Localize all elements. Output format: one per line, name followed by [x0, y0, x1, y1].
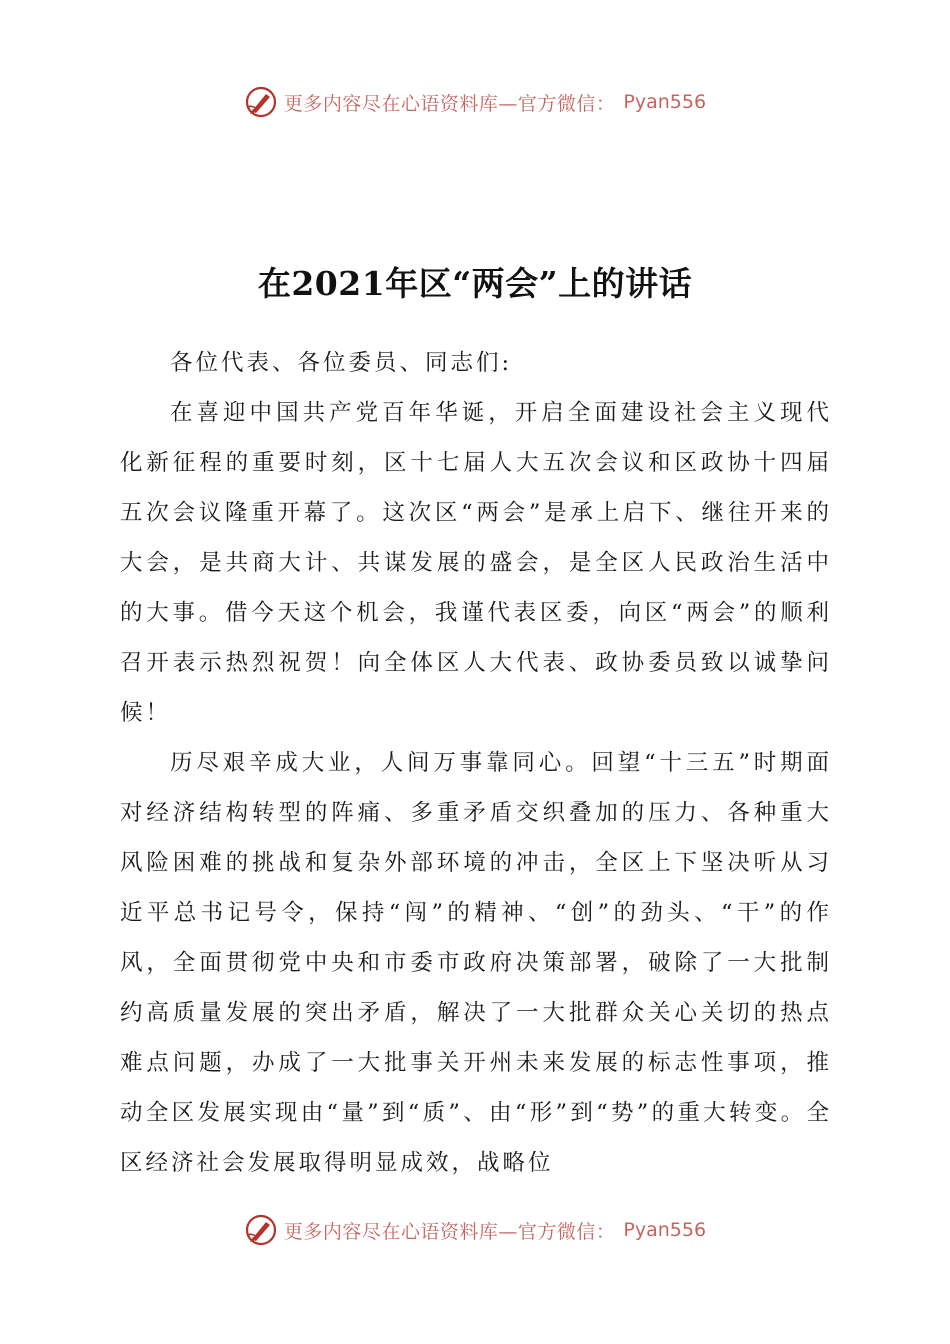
pen-circle-icon: [244, 1213, 278, 1247]
watermark-text: 更多内容尽在心语资料库—官方微信：: [283, 92, 616, 115]
watermark-text: 更多内容尽在心语资料库—官方微信：: [283, 1220, 616, 1243]
document-body: [120, 338, 832, 1188]
greeting-line: 各位代表、各位委员、同志们:: [170, 350, 513, 376]
paragraph: 历尽艰辛成大业，人间万事靠同心。回望“十三五”时期面对经济结构转型的阵痛、多重矛盾交织叠加的压力、各种重大风险困难的挑战和复杂外部环境的冲击，全区上下坚决听从习近平总书记号令，保持“闯”的精神、“创”的劲头、“干”的作风，全面贯彻党中央和市委市政府决策部署，破除了一大批制约高质量发展的突出矛盾，解决了一大批群众关心关切的热点难点问题，办成了一大批事关开州未来发展的标志性事项，推动全区发展实现由“量”到“质”、由“形”到“势”的重大转变。全区经济社会发展取得明显成效，战略位: [120, 750, 832, 1176]
watermark-wechat-id: Pyan556: [623, 1219, 707, 1241]
paragraph: 在喜迎中国共产党百年华诞，开启全面建设社会主义现代化新征程的重要时刻，区十七届人大五次会议和区政协十四届五次会议隆重开幕了。这次区“两会”是承上启下、继往开来的大会，是共商大计、共谋发展的盛会，是全区人民政治生活中的大事。借今天这个机会，我谨代表区委，向区“两会”的顺利召开表示热烈祝贺！向全体区人大代表、政协委员致以诚挚问候！: [120, 400, 832, 726]
header-watermark: [0, 82, 950, 122]
pen-circle-icon: [244, 85, 278, 119]
watermark-wechat-id: Pyan556: [623, 91, 707, 113]
footer-watermark: [0, 1210, 950, 1250]
document-title: 在2021年区“两会”上的讲话: [257, 264, 693, 303]
